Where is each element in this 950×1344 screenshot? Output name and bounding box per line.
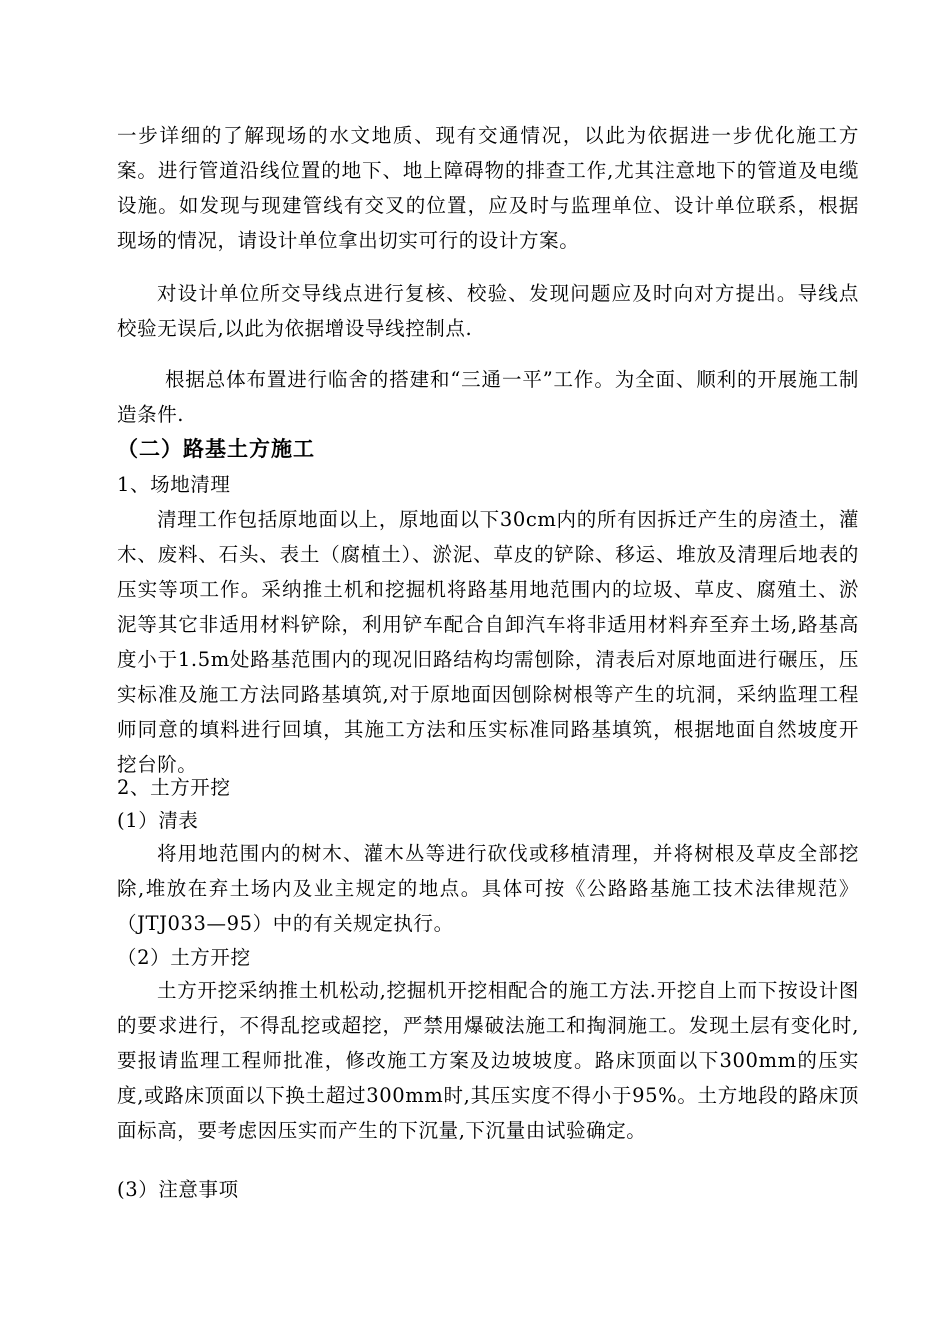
item-title-site-clearing: 1、场地清理 xyxy=(117,473,231,496)
paragraph-control-points: 对设计单位所交导线点进行复核、校验、发现问题应及时向对方提出。导线点校验无误后,以此为依据增设导线控制点. xyxy=(117,282,859,340)
subitem-title-earth-excavation: （2）土方开挖 xyxy=(117,946,251,969)
subitem-title-precautions: (3）注意事项 xyxy=(117,1178,239,1201)
paragraph-surface-clearing: 将用地范围内的树木、灌木丛等进行砍伐或移植清理，并将树根及草皮全部挖除,堆放在弃土场内及业主规定的地点。具体可按《公路路基施工技术法律规范》（JTJ033—95）中的有关规定执行。 xyxy=(117,842,859,935)
paragraph-earth-excavation: 土方开挖采纳推土机松动,挖掘机开挖相配合的施工方法.开挖自上而下按设计图的要求进行，不得乱挖或超挖，严禁用爆破法施工和掏洞施工。发现土层有变化时,要报请监理工程师批准，修改施工方案及边坡坡度。路床顶面以下300mm的压实度,或路床顶面以下换土超过300mm时,其压实度不得小于95%。土方地段的路床顶面标高，要考虑因压实而产生的下沉量,下沉量由试验确定。 xyxy=(117,979,859,1142)
paragraph-site-survey: 一步详细的了解现场的水文地质、现有交通情况，以此为依据进一步优化施工方案。进行管道沿线位置的地下、地上障碍物的排查工作,尤其注意地下的管道及电缆设施。如发现与现建管线有交叉的位置，应及时与监理单位、设计单位联系，根据现场的情况，请设计单位拿出切实可行的设计方案。 xyxy=(117,124,859,252)
subitem-title-surface-clearing: (1）清表 xyxy=(117,809,199,832)
section-heading-subgrade-earthwork: （二）路基土方施工 xyxy=(117,437,315,461)
item-title-earth-excavation: 2、土方开挖 xyxy=(117,776,231,799)
paragraph-site-clearing: 清理工作包括原地面以上，原地面以下30cm内的所有因拆迁产生的房渣土，灌木、废料、石头、表土（腐植土）、淤泥、草皮的铲除、移运、堆放及清理后地表的压实等项工作。采纳推土机和挖掘机将路基用地范围内的垃圾、草皮、腐殖土、淤泥等其它非适用材料铲除，利用铲车配合自卸汽车将非适用材料弃至弃土场,路基高度小于1.5m处路基范围内的现况旧路结构均需刨除，清表后对原地面进行碾压，压实标准及施工方法同路基填筑,对于原地面因刨除树根等产生的坑洞，采纳监理工程师同意的填料进行回填，其施工方法和压实标准同路基填筑，根据地面自然坡度开挖台阶。 xyxy=(117,508,859,776)
paragraph-temporary-facilities: 根据总体布置进行临舍的搭建和“三通一平”工作。为全面、顺利的开展施工制造条件. xyxy=(117,368,859,426)
